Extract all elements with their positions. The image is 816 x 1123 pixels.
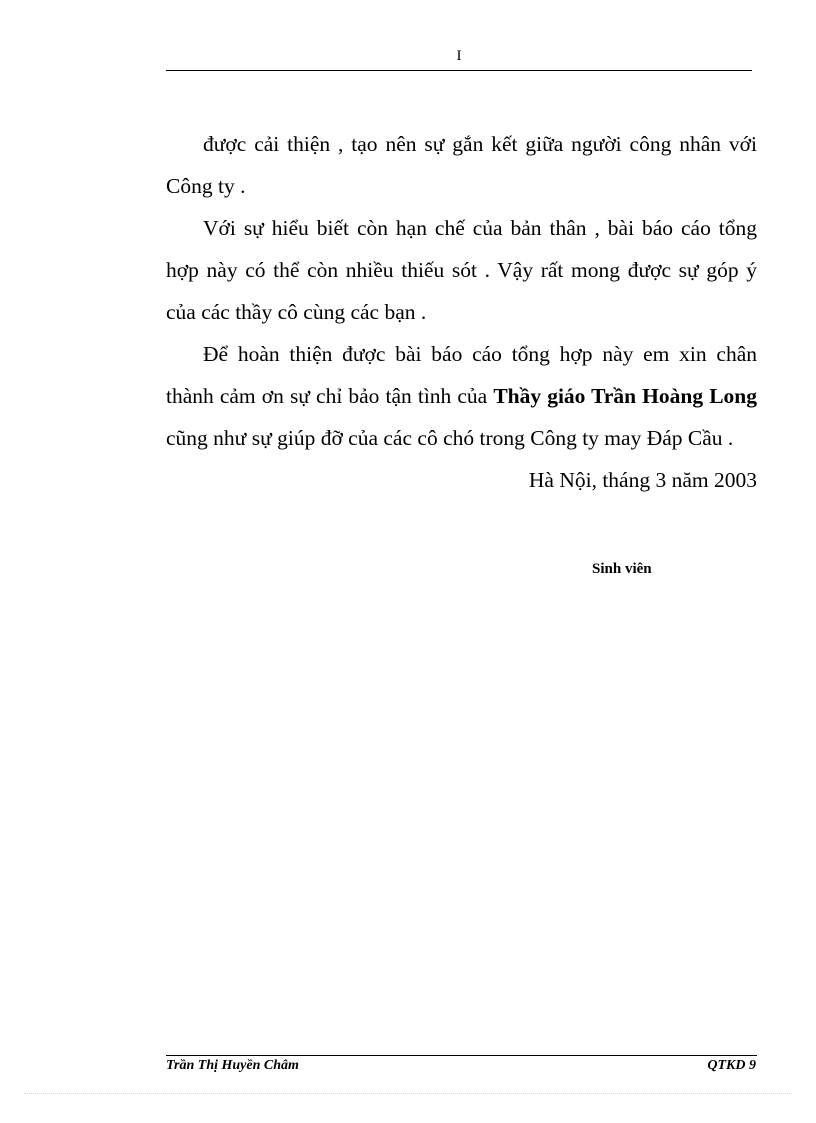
paragraph-3 xyxy=(166,333,757,459)
student-label: Sinh viên xyxy=(592,561,652,577)
header-page-number: I xyxy=(456,48,462,64)
paragraph-1: được cải thiện , tạo nên sự gắn kết giữa người công nhân với Công ty . xyxy=(166,132,757,198)
paragraph-3-start: Để hoàn thiện được bài báo cáo tổng hợp này em xin chân thành cảm ơn sự chỉ bảo tận tình của xyxy=(166,342,757,408)
footer-author: Trần Thị Huyền Châm xyxy=(166,1058,299,1073)
header-divider xyxy=(166,70,752,71)
teacher-name: Thầy giáo Trần Hoàng Long xyxy=(493,384,757,408)
date-line: Hà Nội, tháng 3 năm 2003 xyxy=(528,468,757,492)
page-bottom-edge xyxy=(24,1093,792,1094)
footer-divider xyxy=(166,1055,757,1056)
paragraph-3-end: cũng như sự giúp đỡ của các cô chó trong Công ty may Đáp Cầu . xyxy=(166,426,734,450)
footer-class-code: QTKD 9 xyxy=(707,1058,756,1073)
paragraph-2: Với sự hiểu biết còn hạn chế của bản thân , bài báo cáo tổng hợp này có thể còn nhiều thiếu sót . Vậy rất mong được sự góp ý của các thầy cô cùng các bạn . xyxy=(166,216,757,324)
body-text xyxy=(166,123,757,501)
